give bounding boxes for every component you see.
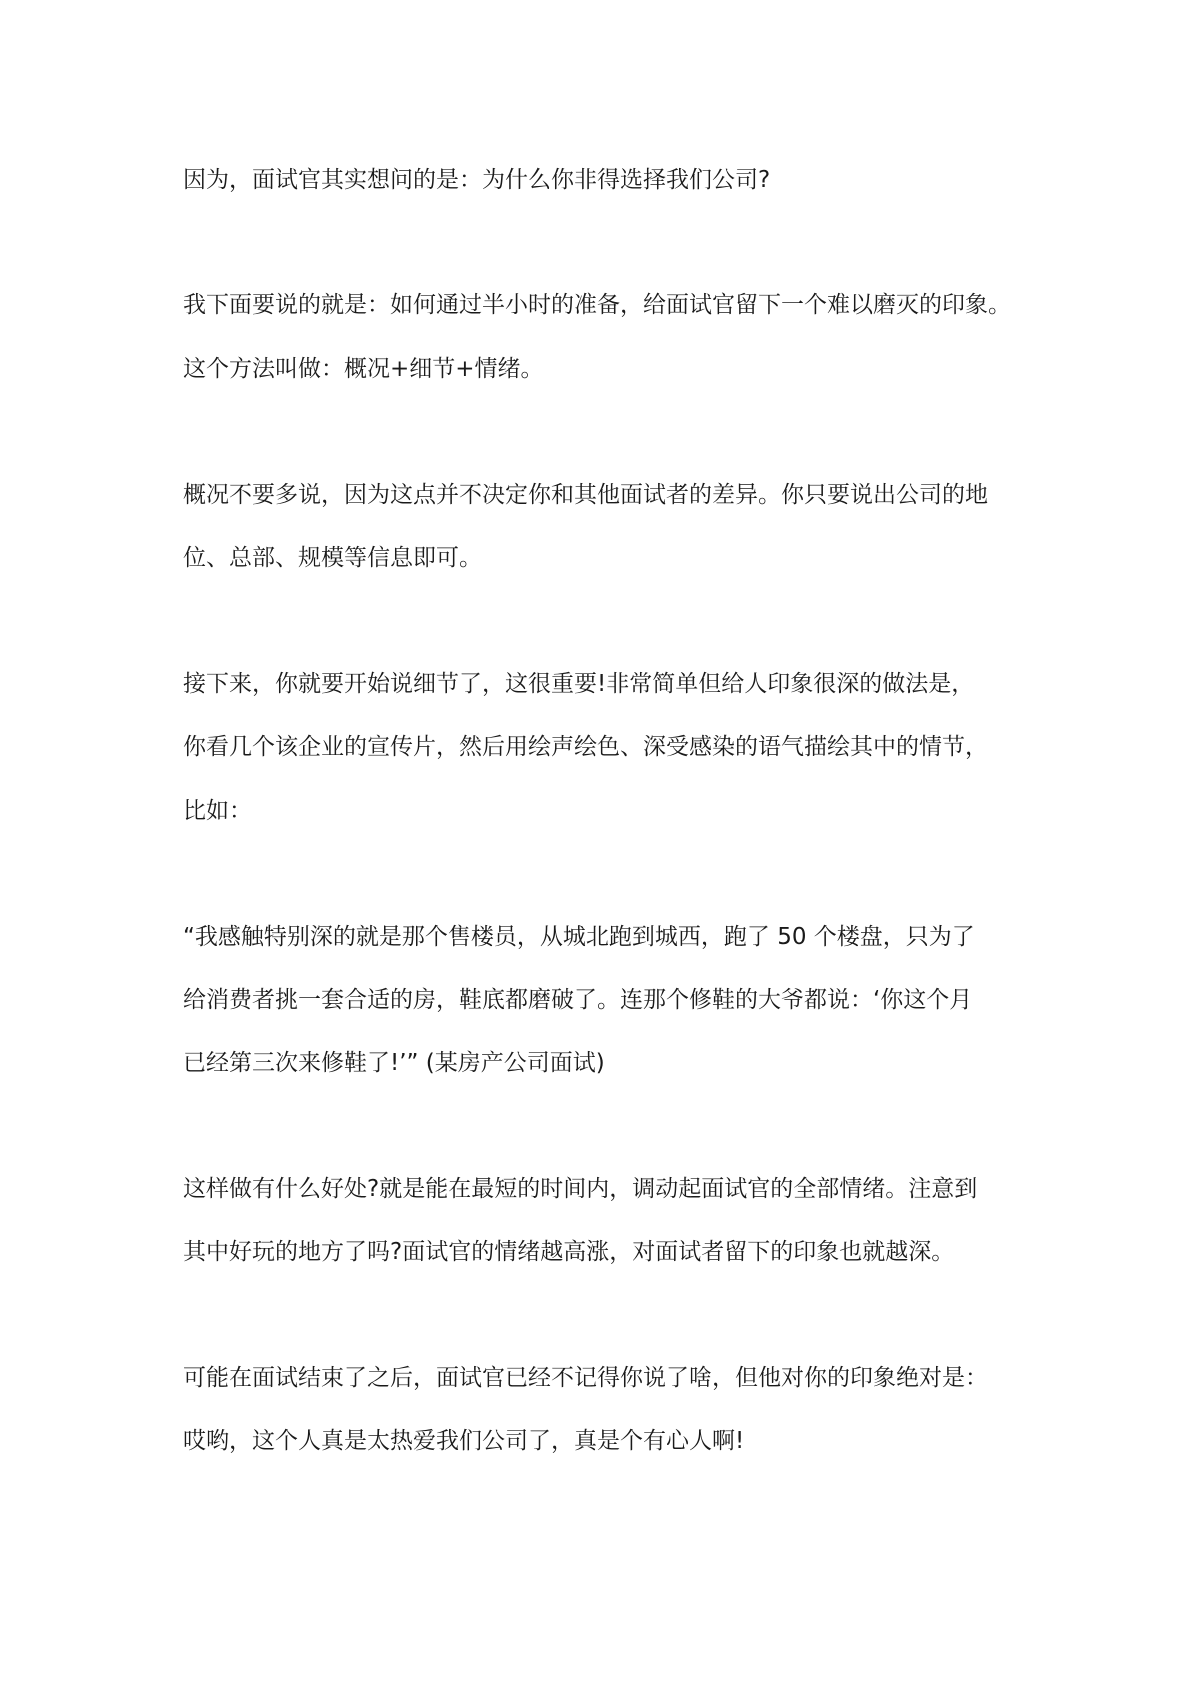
paragraph-5-line-3: 已经第三次来修鞋了!’” (某房产公司面试) <box>183 1050 605 1076</box>
paragraph-2-line-2: 这个方法叫做：概况+细节+情绪。 <box>183 356 544 382</box>
paragraph-2-line-1: 我下面要说的就是：如何通过半小时的准备，给面试官留下一个难以磨灭的印象。 <box>183 292 1011 318</box>
paragraph-3-line-1: 概况不要多说，因为这点并不决定你和其他面试者的差异。你只要说出公司的地 <box>183 482 988 508</box>
paragraph-4-line-2: 你看几个该企业的宣传片，然后用绘声绘色、深受感染的语气描绘其中的情节， <box>183 734 988 760</box>
paragraph-6-line-2: 其中好玩的地方了吗?面试官的情绪越高涨，对面试者留下的印象也就越深。 <box>183 1239 955 1265</box>
paragraph-1-line-1: 因为，面试官其实想问的是：为什么你非得选择我们公司? <box>183 167 771 193</box>
paragraph-5-line-1: “我感触特别深的就是那个售楼员，从城北跑到城西，跑了 50 个楼盘，只为了 <box>183 924 975 950</box>
paragraph-5-line-2: 给消费者挑一套合适的房，鞋底都磨破了。连那个修鞋的大爷都说：‘你这个月 <box>183 987 973 1013</box>
paragraph-7-line-2: 哎哟，这个人真是太热爱我们公司了，真是个有心人啊! <box>183 1428 745 1454</box>
paragraph-7-line-1: 可能在面试结束了之后，面试官已经不记得你说了啥，但他对你的印象绝对是： <box>183 1365 988 1391</box>
paragraph-4-line-1: 接下来，你就要开始说细节了，这很重要!非常简单但给人印象很深的做法是， <box>183 671 975 697</box>
paragraph-3-line-2: 位、总部、规模等信息即可。 <box>183 545 482 571</box>
paragraph-4-line-3: 比如： <box>183 798 252 824</box>
paragraph-6-line-1: 这样做有什么好处?就是能在最短的时间内，调动起面试官的全部情绪。注意到 <box>183 1176 978 1202</box>
